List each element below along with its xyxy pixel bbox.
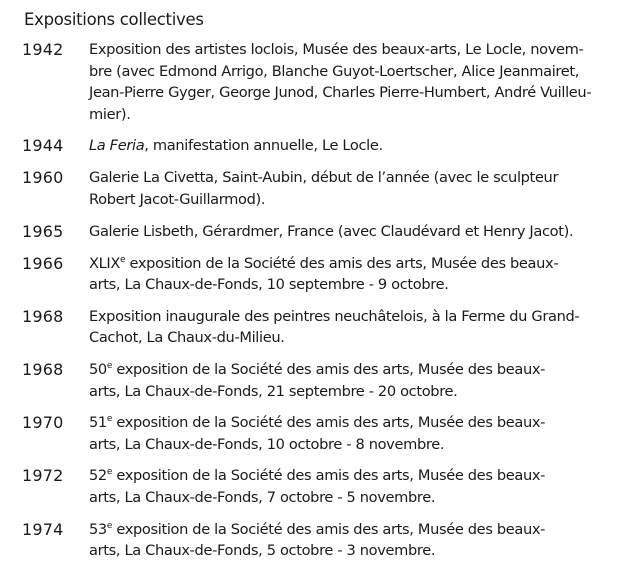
entry-year: 1960 bbox=[22, 168, 64, 188]
exhibition-entry bbox=[22, 39, 612, 125]
entry-description: exposition de la Société des amis des arts, Musée des beaux- arts, La Chaux-de-Fonds, 21 septembre - 20 octobre. bbox=[89, 360, 546, 400]
entry-ordinal: 52 bbox=[89, 467, 107, 485]
entry-text bbox=[89, 412, 612, 455]
exhibition-entry bbox=[22, 306, 612, 349]
entry-text bbox=[89, 253, 612, 296]
exhibition-entry bbox=[22, 167, 612, 210]
exhibition-entry bbox=[22, 359, 612, 402]
exhibition-entry bbox=[22, 465, 612, 508]
entry-text bbox=[89, 306, 612, 349]
entry-description: exposition de la Société des amis des arts, Musée des beaux- arts, La Chaux-de-Fonds, 5 octobre - 3 novembre. bbox=[89, 520, 546, 560]
entry-text bbox=[89, 135, 612, 157]
exhibition-entry bbox=[22, 135, 612, 157]
entry-text bbox=[89, 519, 612, 562]
entry-year: 1965 bbox=[22, 221, 64, 241]
entry-description: exposition de la Société des amis des arts, Musée des beaux- arts, La Chaux-de-Fonds, 10 octobre - 8 novembre. bbox=[89, 414, 546, 453]
entry-ordinal: 50 bbox=[89, 360, 107, 378]
entry-text bbox=[89, 465, 612, 508]
entry-description: Exposition des artistes loclois, Musée des beaux-arts, Le Locle, novem- bre (avec Edmond Arrigo, Blanche Guyot-Loertscher, Alice Jeanmairet, Jean-Pierre Gyger, George Junod, Charles Pierre-Humbert, André Vuilleu- mier). bbox=[89, 41, 592, 123]
ordinal-suffix: e bbox=[106, 520, 113, 531]
entry-description: , manifestation annuelle, Le Locle. bbox=[144, 137, 383, 155]
exhibition-entry bbox=[22, 253, 612, 296]
entry-text bbox=[89, 359, 612, 402]
entry-year: 1944 bbox=[22, 136, 64, 156]
exhibition-list bbox=[22, 39, 612, 572]
exhibition-entry bbox=[22, 221, 612, 243]
entry-text bbox=[89, 221, 612, 243]
entry-ordinal: 51 bbox=[89, 414, 107, 432]
entry-ordinal: 53 bbox=[89, 520, 107, 538]
entry-description: Exposition inaugurale des peintres neuchâtelois, à la Ferme du Grand- Cachot, La Chaux-du-Milieu. bbox=[89, 307, 580, 347]
entry-text bbox=[89, 167, 612, 210]
ordinal-suffix: e bbox=[106, 360, 113, 371]
entry-year: 1972 bbox=[22, 466, 64, 486]
entry-description: Galerie Lisbeth, Gérardmer, France (avec Claudévard et Henry Jacot). bbox=[89, 222, 574, 240]
entry-year: 1970 bbox=[22, 413, 64, 433]
section-title: Expositions collectives bbox=[24, 10, 204, 29]
entry-year: 1966 bbox=[22, 253, 64, 273]
entry-title-italic: La Feria bbox=[89, 137, 145, 155]
ordinal-suffix: e bbox=[106, 467, 113, 478]
entry-description: exposition de la Société des amis des arts, Musée des beaux- arts, La Chaux-de-Fonds, 10 septembre - 9 octobre. bbox=[89, 254, 559, 294]
entry-description: Galerie La Civetta, Saint-Aubin, début de l’année (avec le sculpteur Robert Jacot-Guillarmod). bbox=[89, 169, 559, 208]
entry-ordinal: XLIX bbox=[89, 254, 121, 272]
entry-description: exposition de la Société des amis des arts, Musée des beaux- arts, La Chaux-de-Fonds, 7 octobre - 5 novembre. bbox=[89, 467, 546, 506]
entry-year: 1968 bbox=[22, 306, 64, 326]
entry-year: 1974 bbox=[22, 519, 64, 539]
ordinal-suffix: e bbox=[106, 414, 113, 425]
entry-year: 1942 bbox=[22, 40, 64, 59]
exhibition-entry bbox=[22, 412, 612, 455]
entry-year: 1968 bbox=[22, 359, 64, 379]
ordinal-suffix: e bbox=[120, 254, 126, 265]
entry-text bbox=[89, 39, 612, 125]
exhibition-entry bbox=[22, 519, 612, 562]
